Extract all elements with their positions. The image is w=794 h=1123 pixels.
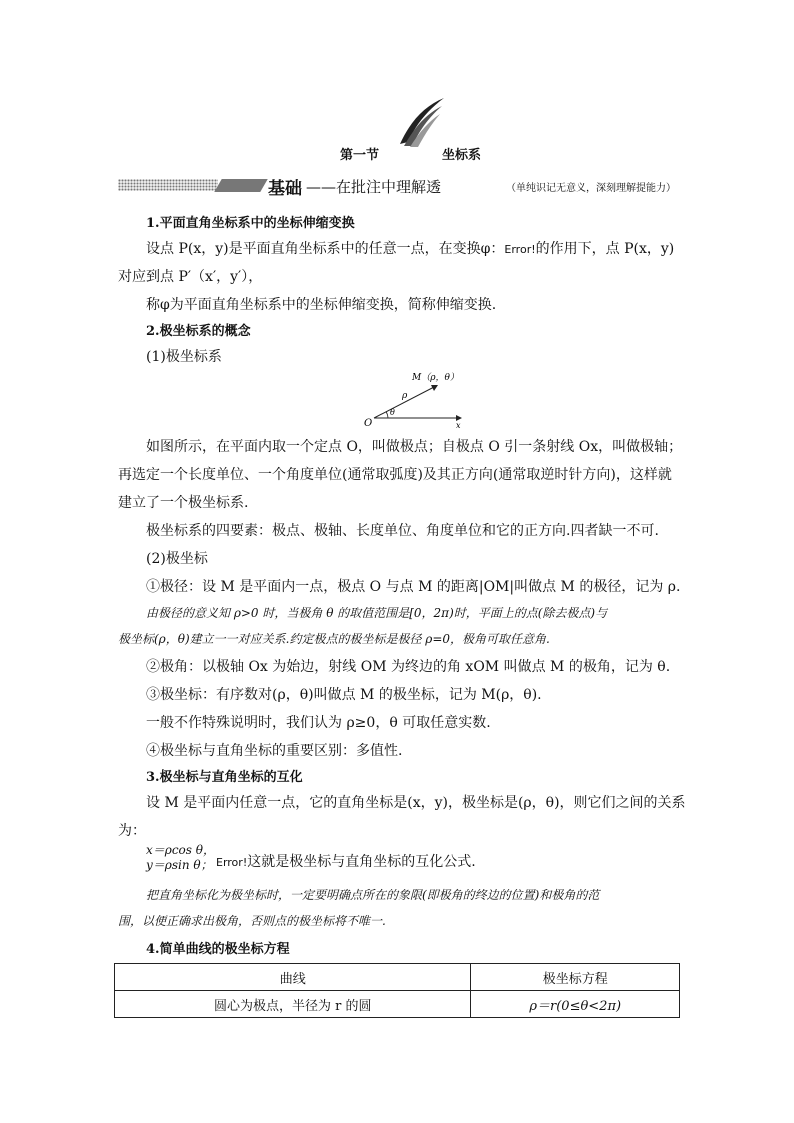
chapter-heading <box>0 144 794 164</box>
text-span: 的作用下，点 P(x，y) <box>535 241 675 257</box>
paragraph-line: 称φ为平面直角坐标系中的坐标伸缩变换，简称伸缩变换. <box>146 297 497 313</box>
paragraph-line: 对应到点 P′（x′，y′）， <box>118 269 263 285</box>
dot-pattern <box>118 179 218 191</box>
text-span: 设点 P(x，y)是平面直角坐标系中的任意一点，在变换φ： <box>146 241 505 257</box>
formula-x: x＝ρcos θ， <box>146 843 215 857</box>
section-number: 第一节 <box>340 148 380 163</box>
paragraph-line: ④极坐标与直角坐标的重要区别：多值性. <box>146 743 403 759</box>
paragraph-line: 设 M 是平面内任意一点，它的直角坐标是(x，y)，极坐标是(ρ，θ)，则它们之间的关系 <box>146 795 686 811</box>
heading-1: 1.平面直角坐标系中的坐标伸缩变换 <box>146 216 355 231</box>
paragraph-line: ②极角：以极轴 Ox 为始边，射线 OM 为终边的角 xOM 叫做点 M 的极角，记为 θ. <box>146 659 671 675</box>
annotation-line: 极坐标(ρ，θ)建立一一对应关系.约定极点的极坐标是极径 ρ=0，极角可取任意角. <box>118 632 550 646</box>
table-header-row <box>115 964 680 991</box>
paragraph-line: 一般不作特殊说明时，我们认为 ρ≥0，θ 可取任意实数. <box>146 715 491 731</box>
formula-y: y＝ρsin θ； <box>146 858 213 872</box>
point-label: M（ρ，θ） <box>412 373 459 383</box>
banner-main: 基础 <box>268 179 302 199</box>
subheading: (2)极坐标 <box>146 551 208 567</box>
annotation-line: 由极径的意义知 ρ>0 时，当极角 θ 的取值范围是[0，2π)时，平面上的点(除去极点)与 <box>146 606 608 620</box>
axis-label: x <box>456 421 461 428</box>
paragraph-line: 建立了一个极坐标系. <box>118 495 249 511</box>
subheading: (1)极坐标系 <box>146 349 222 365</box>
annotation-line: 围，以便正确求出极角，否则点的极坐标将不唯一. <box>118 914 386 928</box>
curve-table <box>114 963 680 1018</box>
error-field: Error! <box>216 856 248 869</box>
table-header: 极坐标方程 <box>471 964 680 991</box>
heading-4: 4.简单曲线的极坐标方程 <box>146 942 290 957</box>
section-title: 坐标系 <box>442 148 482 163</box>
banner-rest: ——在批注中理解透 <box>306 178 442 196</box>
paragraph-line: ③极坐标：有序数对(ρ，θ)叫做点 M 的极坐标，记为 M(ρ，θ). <box>146 687 542 703</box>
polar-diagram <box>360 364 470 428</box>
paragraph-line: 再选定一个长度单位、一个角度单位(通常取弧度)及其正方向(通常取逆时针方向)，这样就 <box>118 467 672 483</box>
paragraph-line: 极坐标系的四要素：极点、极轴、长度单位、角度单位和它的正方向.四者缺一不可. <box>146 523 659 539</box>
conversion-formula <box>146 843 215 873</box>
error-field: Error! <box>504 243 536 256</box>
table-cell: 圆心为极点，半径为 r 的圆 <box>115 991 471 1018</box>
paragraph-line: 为： <box>118 823 146 839</box>
table-header: 曲线 <box>115 964 471 991</box>
origin-label: O <box>364 418 373 428</box>
table-cell: ρ＝r(0≤θ<2π) <box>471 991 680 1018</box>
swoosh-logo-icon <box>398 96 446 148</box>
banner <box>118 174 698 198</box>
banner-slab <box>214 179 268 192</box>
paragraph-line <box>146 238 794 258</box>
heading-2: 2.极坐标系的概念 <box>146 324 251 339</box>
angle-arc <box>386 412 388 419</box>
banner-note: （单纯识记无意义，深刻理解提能力） <box>506 183 676 194</box>
theta-label: θ <box>390 408 395 417</box>
paragraph-line: ①极径：设 M 是平面内一点，极点 O 与点 M 的距离|OM|叫做点 M 的极径，记为 ρ. <box>146 579 681 595</box>
table-row <box>115 991 680 1018</box>
paragraph-line: 如图所示，在平面内取一个定点 O，叫做极点；自极点 O 引一条射线 Ox，叫做极轴； <box>146 439 683 455</box>
paragraph-line <box>216 851 794 871</box>
rho-label: ρ <box>402 391 408 401</box>
annotation-line: 把直角坐标化为极坐标时，一定要明确点所在的象限(即极角的终边的位置)和极角的范 <box>146 888 600 902</box>
text-span: 这就是极坐标与直角坐标的互化公式. <box>247 854 476 870</box>
heading-3: 3.极坐标与直角坐标的互化 <box>146 770 303 785</box>
